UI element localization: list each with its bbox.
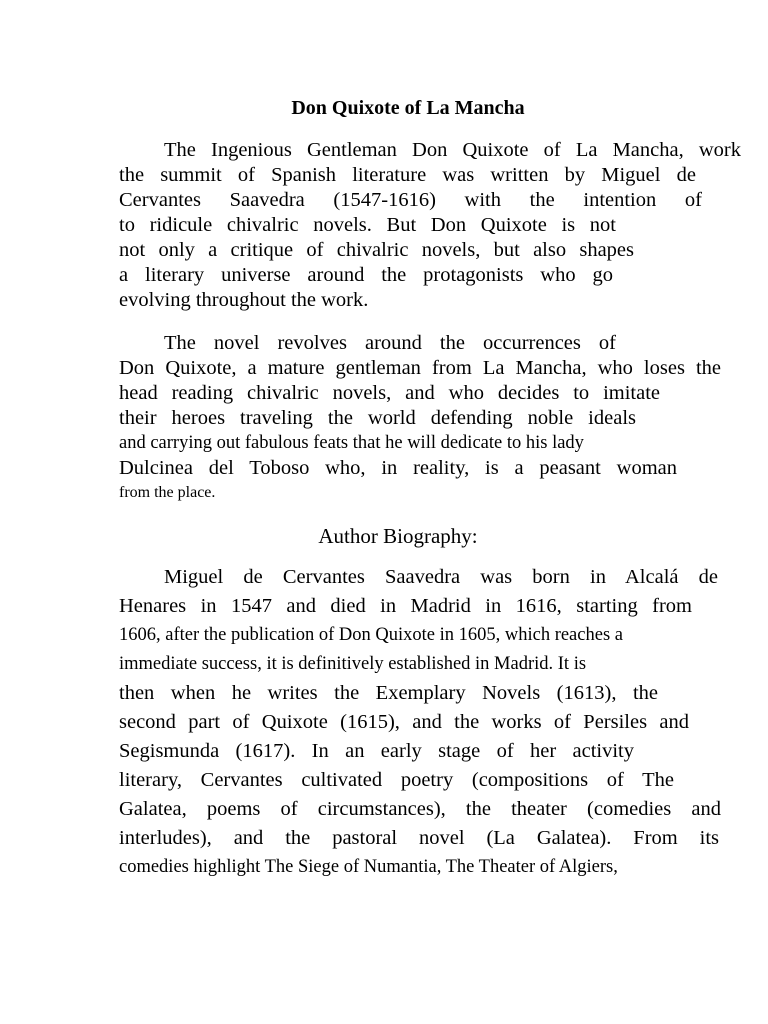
- text-line: to ridicule chivalric novels. But Don Quixote is not: [119, 214, 616, 236]
- text-line: head reading chivalric novels, and who decides to imitate: [119, 382, 660, 404]
- text-line: literary, Cervantes cultivated poetry (compositions of The: [119, 769, 674, 791]
- text-line: Henares in 1547 and died in Madrid in 1616, starting from: [119, 595, 692, 617]
- text-line: their heroes traveling the world defending noble ideals: [119, 407, 636, 429]
- text-line: second part of Quixote (1615), and the works of Persiles and: [119, 711, 689, 733]
- text-line: and carrying out fabulous feats that he will dedicate to his lady: [119, 433, 584, 453]
- text-line: Cervantes Saavedra (1547-1616) with the intention of: [119, 189, 702, 211]
- text-line: Don Quixote, a mature gentleman from La Mancha, who loses the: [119, 357, 721, 379]
- text-line: a literary universe around the protagonists who go: [119, 264, 613, 286]
- section-heading: Author Biography:: [318, 524, 478, 548]
- text-line: Miguel de Cervantes Saavedra was born in Alcalá de: [164, 566, 718, 588]
- text-line: Segismunda (1617). In an early stage of her activity: [119, 740, 634, 762]
- text-line: The Ingenious Gentleman Don Quixote of La Mancha, work: [164, 139, 741, 161]
- text-line: comedies highlight The Siege of Numantia, The Theater of Algiers,: [119, 857, 618, 877]
- text-line: immediate success, it is definitively established in Madrid. It is: [119, 654, 587, 674]
- text-line: the summit of Spanish literature was written by Miguel de: [119, 164, 696, 186]
- text-line: Dulcinea del Toboso who, in reality, is a peasant woman: [119, 457, 677, 479]
- page-title: Don Quixote of La Mancha: [291, 97, 525, 119]
- text-line: evolving throughout the work.: [119, 289, 369, 311]
- text-line: interludes), and the pastoral novel (La Galatea). From its: [119, 827, 719, 849]
- text-line: The novel revolves around the occurrences of: [164, 332, 616, 354]
- text-line: then when he writes the Exemplary Novels (1613), the: [119, 682, 658, 704]
- text-line: not only a critique of chivalric novels, but also shapes: [119, 239, 634, 261]
- text-line: from the place.: [119, 484, 216, 501]
- text-line: 1606, after the publication of Don Quixote in 1605, which reaches a: [119, 625, 623, 645]
- text-line: Galatea, poems of circumstances), the theater (comedies and: [119, 798, 721, 820]
